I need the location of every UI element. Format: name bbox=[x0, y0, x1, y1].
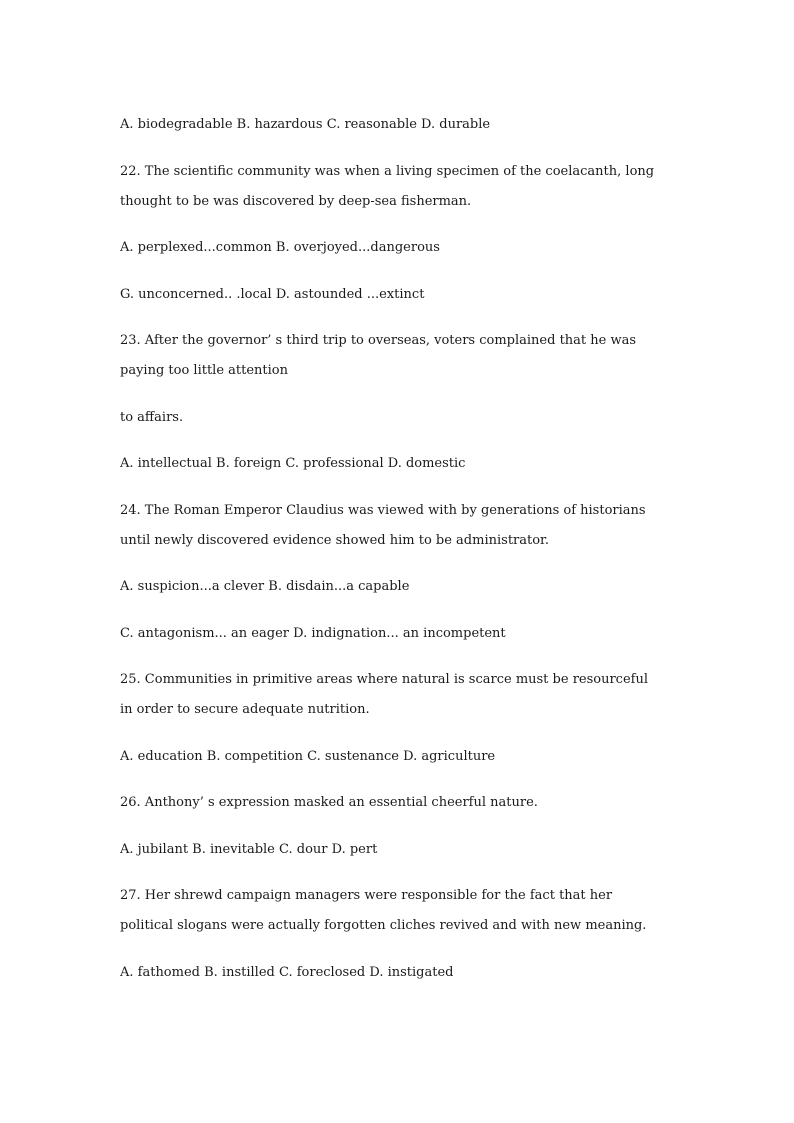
answer-options-27: A. fathomed B. instilled C. foreclosed D. instigated bbox=[120, 964, 454, 980]
answer-options-22a: A. perplexed...common B. overjoyed...dangerous bbox=[120, 240, 440, 255]
question-23-continued: to affairs. bbox=[120, 409, 184, 425]
question-27: 27. Her shrewd campaign managers were responsible for the fact that her political slogans were actually forgotten cliches revived and with new meaning. bbox=[120, 888, 647, 933]
answer-options-23: A. intellectual B. foreign C. professional D. domestic bbox=[120, 456, 466, 471]
answer-options-24a: A. suspicion...a clever B. disdain...a capable bbox=[120, 579, 410, 594]
answer-options-22b: G. unconcerned.. .local D. astounded ...extinct bbox=[120, 286, 425, 302]
question-22: 22. The scientific community was when a living specimen of the coelacanth, long thought to be was discovered by deep-sea fisherman. bbox=[120, 163, 655, 209]
question-24: 24. The Roman Emperor Claudius was viewed with by generations of historians until newly discovered evidence showed him to be administrator. bbox=[120, 502, 646, 548]
question-25: 25. Communities in primitive areas where natural is scarce must be resourceful in order to secure adequate nutrition. bbox=[120, 672, 648, 717]
question-23: 23. After the governor’ s third trip to overseas, voters complained that he was paying too little attention bbox=[120, 333, 637, 378]
answer-options-26: A. jubilant B. inevitable C. dour D. pert bbox=[120, 841, 378, 857]
answer-options-25: A. education B. competition C. sustenance D. agriculture bbox=[120, 748, 496, 764]
answer-options-24b: C. antagonism... an eager D. indignation... an incompetent bbox=[120, 625, 506, 641]
question-26: 26. Anthony’ s expression masked an essential cheerful nature. bbox=[120, 795, 538, 810]
answer-options-21: A. biodegradable B. hazardous C. reasonable D. durable bbox=[120, 117, 491, 132]
document-body bbox=[120, 110, 680, 988]
